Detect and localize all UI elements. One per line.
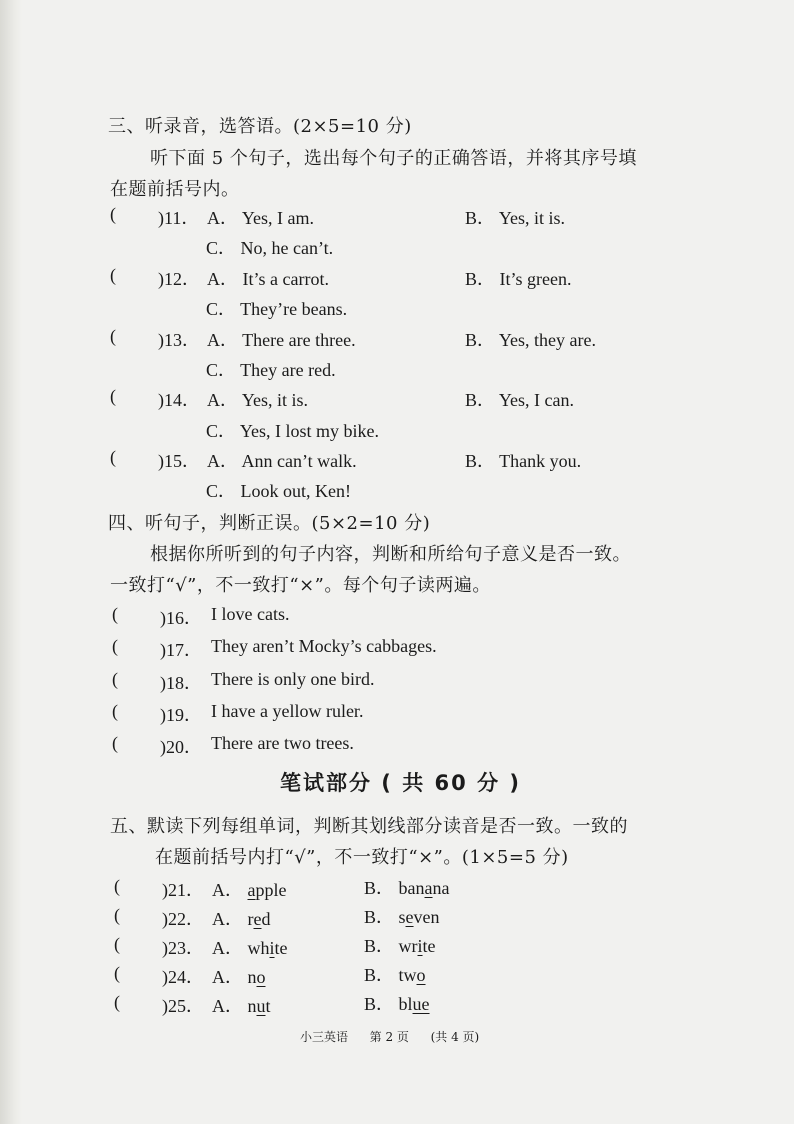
underlined-letters: u	[256, 996, 266, 1016]
question-number: )20．	[160, 737, 202, 757]
section5-heading: 五、默读下列每组单词，判断其划线部分读音是否一致。一致的	[110, 816, 628, 837]
question-number: )22．	[162, 909, 204, 929]
question-text: I have a yellow ruler.	[211, 701, 364, 721]
question-number: )21．	[162, 880, 204, 900]
underlined-letters: i	[269, 938, 275, 958]
answer-paren[interactable]: (	[110, 447, 116, 467]
underlined-letters: a	[424, 878, 433, 898]
option-b: B． blue	[364, 994, 430, 1014]
underlined-letters: o	[256, 967, 266, 987]
underlined-letters: e	[253, 909, 262, 929]
underlined-letters: i	[417, 936, 423, 956]
footer-total-pages: (共 4 页)	[430, 1030, 480, 1044]
footer-page-number: 第 2 页	[369, 1030, 409, 1044]
answer-paren[interactable]: (	[110, 386, 116, 406]
section4-instruction-line2: 一致打“√”，不一致打“×”。每个句子读两遍。	[110, 575, 491, 596]
underlined-letters: o	[416, 965, 426, 985]
option-c: C． Look out, Ken!	[206, 481, 351, 501]
option-b: B． Yes, I can.	[465, 390, 575, 410]
option-b: B． seven	[364, 907, 440, 927]
written-part-title: 笔试部分 ( 共 60 分 )	[280, 771, 521, 795]
question-text: They aren’t Mocky’s cabbages.	[211, 636, 437, 656]
question-text: There is only one bird.	[211, 669, 375, 689]
option-a: A． Yes, I am.	[207, 208, 315, 228]
answer-paren[interactable]: (	[114, 934, 120, 954]
option-a: A． apple	[212, 880, 287, 900]
option-a: A． nut	[212, 996, 271, 1016]
option-b: B． banana	[364, 878, 450, 898]
section5-heading-line2: 在题前括号内打“√”，不一致打“×”。(1×5=5 分)	[155, 847, 569, 868]
question-number: )18．	[160, 673, 202, 693]
question-number: )11．	[158, 208, 200, 228]
question-text: I love cats.	[211, 604, 290, 624]
question-number: )24．	[162, 967, 204, 987]
option-b: B． Yes, it is.	[465, 208, 566, 228]
option-a: A． red	[212, 909, 271, 929]
option-a: A． Yes, it is.	[207, 390, 309, 410]
option-c: C． They are red.	[206, 360, 336, 380]
question-number: )16．	[160, 608, 202, 628]
section3-instruction-line2: 在题前括号内。	[110, 179, 240, 200]
question-number: )15．	[158, 451, 200, 471]
question-number: )14．	[158, 390, 200, 410]
answer-paren[interactable]: (	[110, 204, 116, 224]
option-a: A． white	[212, 938, 288, 958]
option-b: B． Yes, they are.	[465, 330, 596, 350]
option-a: A． It’s a carrot.	[207, 269, 329, 289]
section3-heading: 三、听录音，选答语。(2×5=10 分)	[108, 116, 412, 137]
option-b: B． write	[364, 936, 436, 956]
option-b: B． two	[364, 965, 426, 985]
option-c: C． Yes, I lost my bike.	[206, 421, 380, 441]
underlined-letters: a	[247, 880, 256, 900]
option-b: B． Thank you.	[465, 451, 582, 471]
question-number: )19．	[160, 705, 202, 725]
answer-paren[interactable]: (	[112, 733, 118, 753]
underlined-letters: e	[405, 907, 414, 927]
answer-paren[interactable]: (	[114, 992, 120, 1012]
answer-paren[interactable]: (	[114, 876, 120, 896]
option-a: A． no	[212, 967, 266, 987]
question-text: There are two trees.	[211, 733, 354, 753]
option-a: A． Ann can’t walk.	[207, 451, 357, 471]
option-c: C． No, he can’t.	[206, 238, 334, 258]
answer-paren[interactable]: (	[114, 963, 120, 983]
question-number: )23．	[162, 938, 204, 958]
question-number: )13．	[158, 330, 200, 350]
question-number: )12．	[158, 269, 200, 289]
option-b: B． It’s green.	[465, 269, 572, 289]
section4-heading: 四、听句子，判断正误。(5×2=10 分)	[108, 513, 431, 534]
answer-paren[interactable]: (	[114, 905, 120, 925]
answer-paren[interactable]: (	[112, 636, 118, 656]
option-a: A． There are three.	[207, 330, 356, 350]
option-c: C． They’re beans.	[206, 299, 348, 319]
footer-subject: 小三英语	[300, 1030, 349, 1044]
section3-instruction-line1: 听下面 5 个句子，选出每个句子的正确答语，并将其序号填	[150, 148, 637, 169]
question-number: )17．	[160, 640, 202, 660]
question-number: )25．	[162, 996, 204, 1016]
section4-instruction-line1: 根据你所听到的句子内容，判断和所给句子意义是否一致。	[150, 544, 631, 565]
answer-paren[interactable]: (	[110, 265, 116, 285]
answer-paren[interactable]: (	[112, 604, 118, 624]
answer-paren[interactable]: (	[112, 669, 118, 689]
underlined-letters: ue	[412, 994, 430, 1014]
page-footer	[300, 1028, 479, 1045]
answer-paren[interactable]: (	[112, 701, 118, 721]
answer-paren[interactable]: (	[110, 326, 116, 346]
